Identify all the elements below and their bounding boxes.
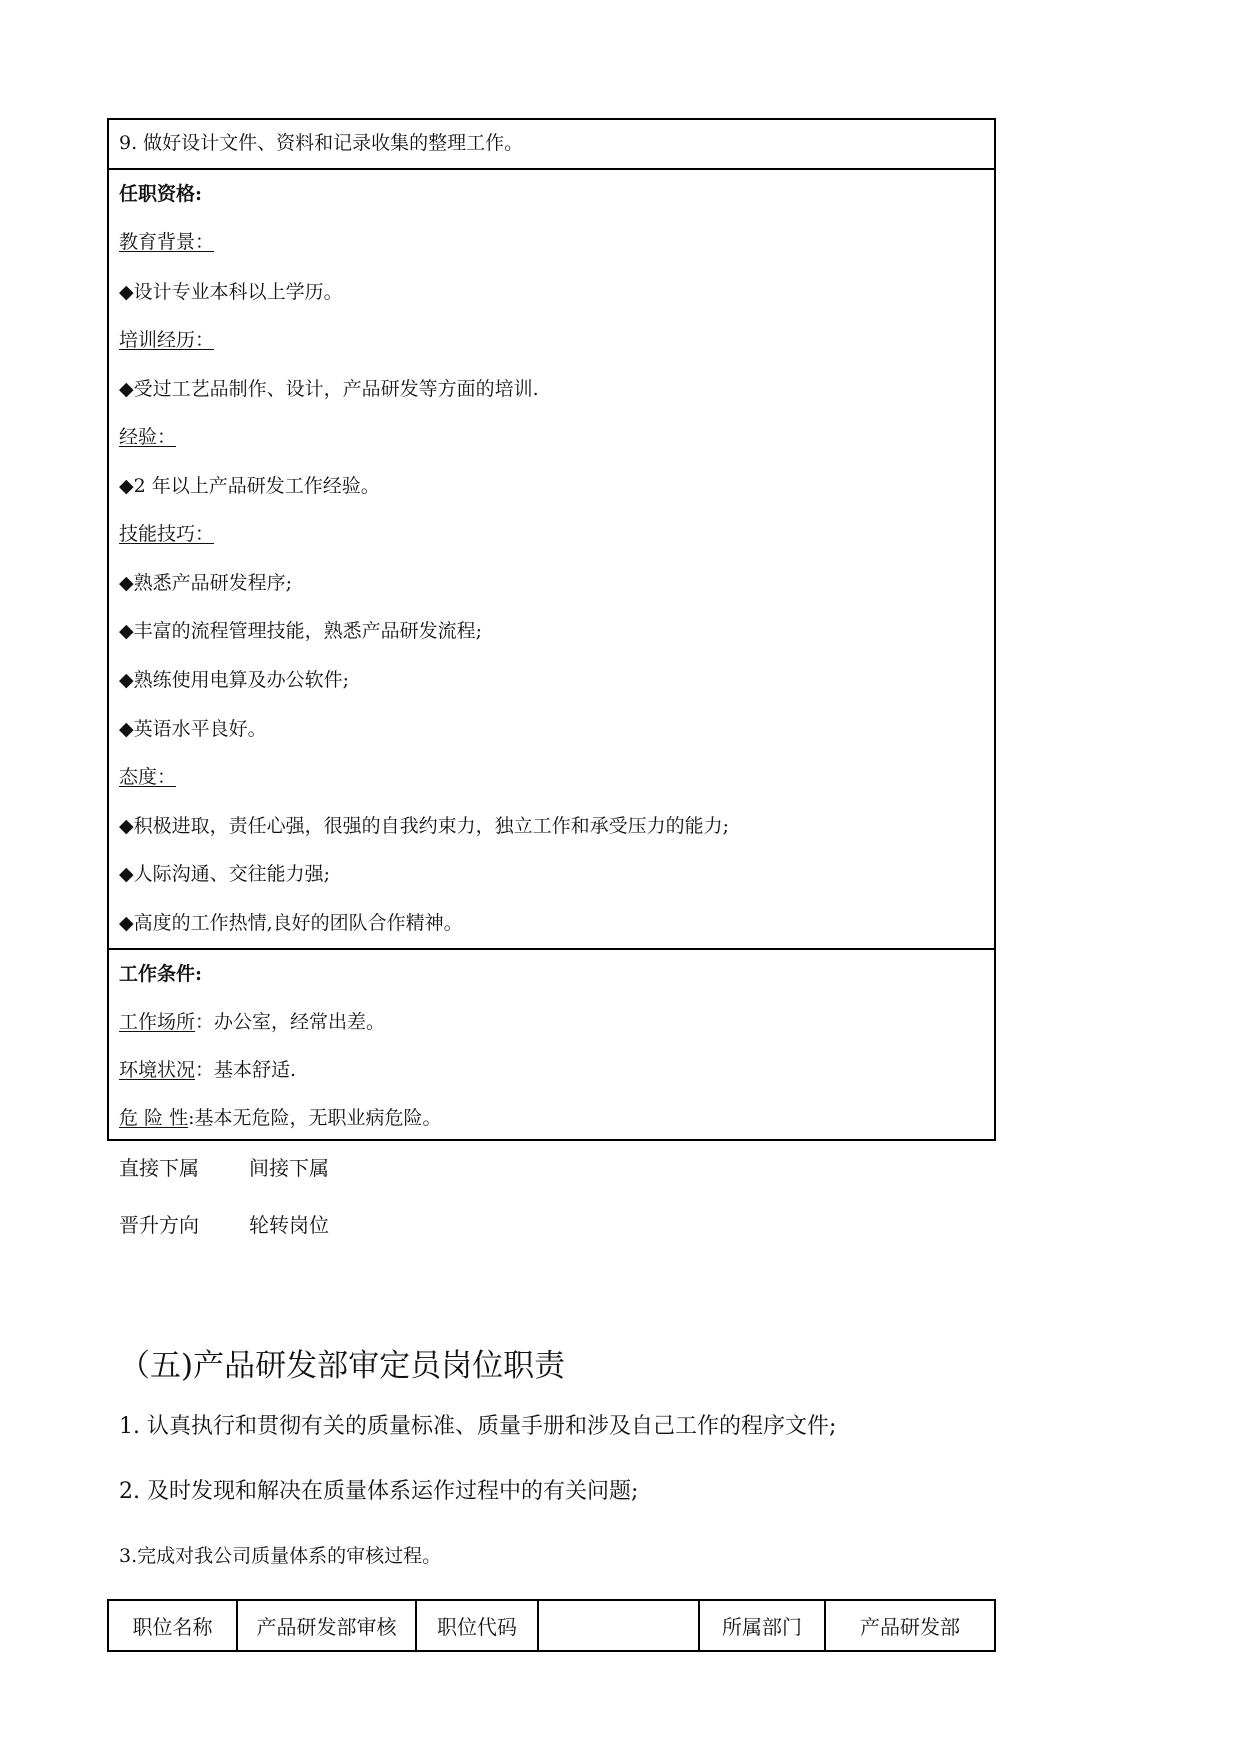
work-place-label: 工作场所 bbox=[119, 1011, 196, 1033]
direct-subordinate-label: 直接下属 bbox=[119, 1156, 199, 1180]
skills-item: ◆熟练使用电算及办公软件; bbox=[119, 669, 350, 691]
position-info-table bbox=[107, 1599, 996, 1652]
risk-row bbox=[119, 1106, 442, 1130]
divider-line bbox=[107, 168, 996, 170]
duty-item-9: 9. 做好设计文件、资料和记录收集的整理工作。 bbox=[119, 132, 524, 154]
work-place-value: ：办公室，经常出差。 bbox=[195, 1011, 386, 1033]
skills-item: ◆英语水平良好。 bbox=[119, 718, 267, 740]
conditions-title: 工作条件: bbox=[119, 963, 203, 985]
attitude-item: ◆人际沟通、交往能力强; bbox=[119, 863, 331, 885]
attitude-label: 态度： bbox=[119, 766, 177, 788]
section-item-3: 3.完成对我公司质量体系的审核过程。 bbox=[119, 1545, 442, 1567]
environment-value: ：基本舒适. bbox=[195, 1059, 297, 1081]
department-value: 产品研发部 bbox=[825, 1600, 995, 1651]
position-name-value: 产品研发部审核 bbox=[237, 1600, 416, 1651]
work-place-row bbox=[119, 1010, 385, 1034]
department-label: 所属部门 bbox=[699, 1600, 825, 1651]
environment-row bbox=[119, 1058, 296, 1082]
training-item: ◆受过工艺品制作、设计，产品研发等方面的培训. bbox=[119, 378, 539, 400]
section-heading: （五)产品研发部审定员岗位职责 bbox=[119, 1348, 566, 1384]
environment-label: 环境状况 bbox=[119, 1059, 196, 1081]
table-row bbox=[108, 1600, 995, 1651]
education-label: 教育背景： bbox=[119, 231, 215, 253]
skills-item: ◆熟悉产品研发程序; bbox=[119, 572, 293, 594]
divider-line bbox=[107, 948, 996, 950]
rotation-label: 轮转岗位 bbox=[249, 1213, 329, 1237]
risk-label: 危 险 性 bbox=[119, 1107, 189, 1129]
risk-value: :基本无危险，无职业病危险。 bbox=[188, 1107, 442, 1129]
attitude-item: ◆积极进取，责任心强，很强的自我约束力，独立工作和承受压力的能力; bbox=[119, 815, 730, 837]
education-item: ◆设计专业本科以上学历。 bbox=[119, 281, 343, 303]
promotion-label: 晋升方向 bbox=[119, 1213, 199, 1237]
section-item-2: 2. 及时发现和解决在质量体系运作过程中的有关问题; bbox=[119, 1479, 639, 1504]
position-name-label: 职位名称 bbox=[108, 1600, 237, 1651]
indirect-subordinate-label: 间接下属 bbox=[249, 1156, 329, 1180]
section-item-1: 1. 认真执行和贯彻有关的质量标准、质量手册和涉及自己工作的程序文件; bbox=[119, 1414, 837, 1439]
attitude-item: ◆高度的工作热情,良好的团队合作精神。 bbox=[119, 912, 463, 934]
skills-label: 技能技巧： bbox=[119, 523, 215, 545]
position-code-label: 职位代码 bbox=[416, 1600, 538, 1651]
qualifications-title: 任职资格: bbox=[119, 183, 203, 205]
position-code-value bbox=[538, 1600, 699, 1651]
experience-item: ◆2 年以上产品研发工作经验。 bbox=[119, 475, 380, 497]
experience-label: 经验： bbox=[119, 426, 177, 448]
skills-item: ◆丰富的流程管理技能，熟悉产品研发流程; bbox=[119, 620, 483, 642]
training-label: 培训经历： bbox=[119, 329, 215, 351]
